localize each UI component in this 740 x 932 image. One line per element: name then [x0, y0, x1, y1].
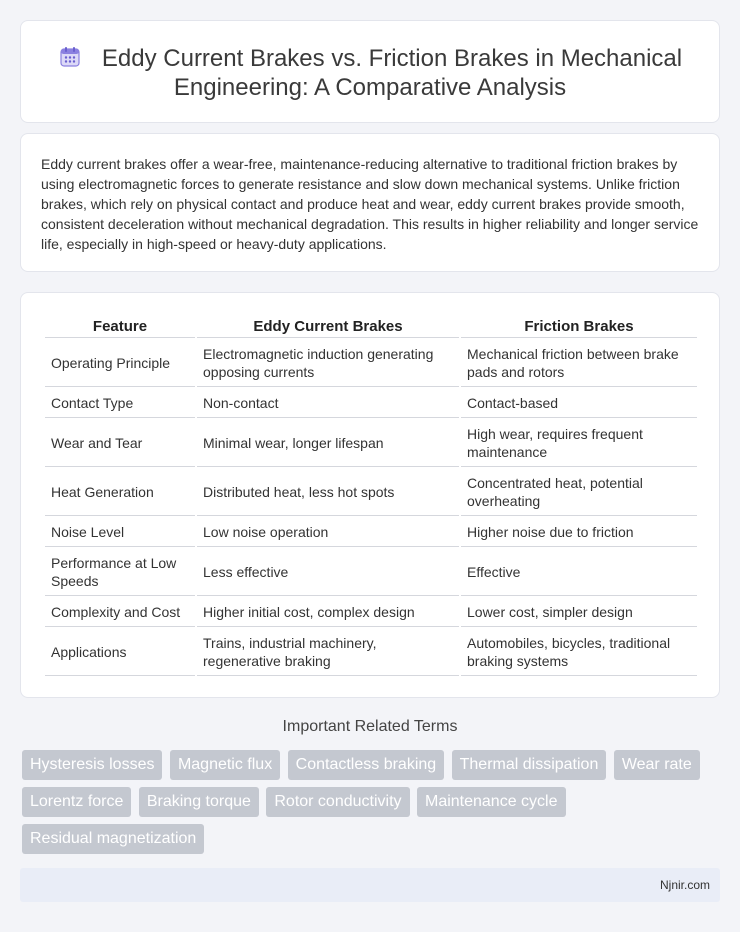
calendar-icon	[58, 45, 82, 69]
term-tag[interactable]: Residual magnetization	[22, 824, 204, 854]
table-cell: Heat Generation	[45, 467, 195, 516]
table-cell: Higher noise due to friction	[461, 516, 697, 547]
footer	[20, 868, 720, 902]
header-eddy-current: Eddy Current Brakes	[197, 315, 459, 338]
table-cell: Trains, industrial machinery, regenerative braking	[197, 627, 459, 676]
page-title-text: Eddy Current Brakes vs. Friction Brakes in Mechanical Engineering: A Comparative Analysis	[101, 45, 683, 101]
term-tag[interactable]: Lorentz force	[22, 787, 131, 817]
table-row	[45, 547, 697, 596]
title-card	[20, 20, 720, 123]
table-cell: Low noise operation	[197, 516, 459, 547]
table-cell: Higher initial cost, complex design	[197, 596, 459, 627]
comparison-table-card	[20, 292, 720, 698]
header-friction: Friction Brakes	[461, 315, 697, 338]
table-cell: Mechanical friction between brake pads and rotors	[461, 338, 697, 387]
table-cell: Less effective	[197, 547, 459, 596]
term-tag[interactable]: Contactless braking	[288, 750, 445, 780]
table-header-row	[45, 315, 697, 338]
term-tag[interactable]: Hysteresis losses	[22, 750, 162, 780]
related-terms-list	[22, 750, 722, 861]
term-tag[interactable]: Wear rate	[614, 750, 700, 780]
table-cell: Contact-based	[461, 387, 697, 418]
table-row	[45, 338, 697, 387]
table-cell: Performance at Low Speeds	[45, 547, 195, 596]
table-cell: Lower cost, simpler design	[461, 596, 697, 627]
table-cell: Noise Level	[45, 516, 195, 547]
table-cell: Contact Type	[45, 387, 195, 418]
table-row	[45, 627, 697, 676]
table-cell: Applications	[45, 627, 195, 676]
term-tag[interactable]: Maintenance cycle	[417, 787, 566, 817]
page-title	[51, 44, 689, 102]
table-cell: Effective	[461, 547, 697, 596]
footer-site-link[interactable]: Njnir.com	[659, 878, 710, 892]
title-wrap	[51, 44, 689, 102]
table-row	[45, 418, 697, 467]
intro-card	[20, 133, 720, 272]
term-tag[interactable]: Rotor conductivity	[266, 787, 409, 817]
table-row	[45, 467, 697, 516]
term-tag[interactable]: Magnetic flux	[170, 750, 280, 780]
table-cell: Concentrated heat, potential overheating	[461, 467, 697, 516]
term-tag[interactable]: Thermal dissipation	[452, 750, 607, 780]
table-row	[45, 387, 697, 418]
table-row	[45, 596, 697, 627]
term-tag[interactable]: Braking torque	[139, 787, 259, 817]
intro-paragraph: Eddy current brakes offer a wear-free, maintenance-reducing alternative to traditional friction brakes by using electromagnetic forces to generate resistance and slow down mechanical systems. Unlike friction brakes, which rely on physical contact and produce heat and wear, eddy current brakes provide smooth, consistent deceleration without mechanical degradation. This results in higher reliability and longer service life, especially in high-speed or heavy-duty applications.	[41, 156, 699, 252]
comparison-table	[43, 315, 699, 676]
table-cell: Non-contact	[197, 387, 459, 418]
table-cell: Wear and Tear	[45, 418, 195, 467]
table-cell: Complexity and Cost	[45, 596, 195, 627]
table-cell: Operating Principle	[45, 338, 195, 387]
table-row	[45, 516, 697, 547]
related-terms-heading: Important Related Terms	[282, 718, 458, 735]
table-cell: Distributed heat, less hot spots	[197, 467, 459, 516]
header-feature: Feature	[45, 315, 195, 338]
table-cell: Electromagnetic induction generating opposing currents	[197, 338, 459, 387]
table-cell: High wear, requires frequent maintenance	[461, 418, 697, 467]
table-cell: Automobiles, bicycles, traditional braking systems	[461, 627, 697, 676]
table-cell: Minimal wear, longer lifespan	[197, 418, 459, 467]
